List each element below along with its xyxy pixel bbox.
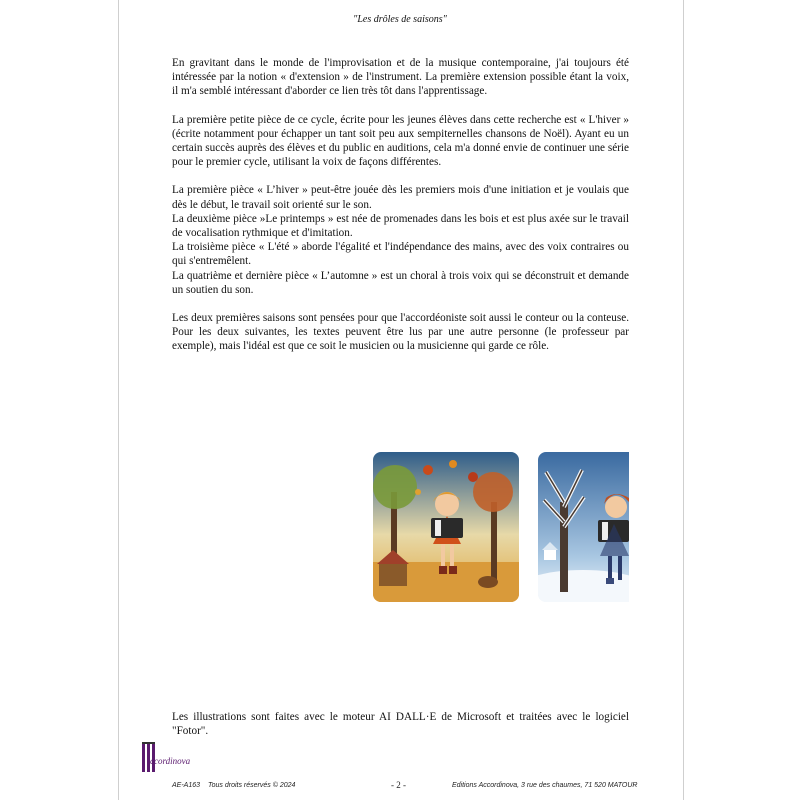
paragraph-piece-4: La quatrième et dernière pièce « L’automne » est un choral à trois voix qui se déconstruit et demande un soutien du son. [172, 269, 629, 296]
page-header-title: "Les drôles de saisons" [353, 14, 447, 25]
logo-wordmark: ccordinova [150, 756, 191, 766]
illustration-credits: Les illustrations sont faites avec le moteur AI DALL·E de Microsoft et traitées avec le logiciel "Fotor". [172, 711, 629, 738]
paragraph-hiver: La première petite pièce de ce cycle, écrite pour les jeunes élèves dans cette recherche est « L'hiver » (écrite notamment pour échapper un tant soit peu aux sempiternelles chansons de Noël). Ayant eu un certain succès auprès des élèves et du public en auditions, cela m'a donné envie de continuer une série pour le premier cycle, utilisant la voix de façons différentes. [172, 113, 629, 169]
autumn-illustration [373, 452, 519, 602]
footer-publisher: Editions Accordinova, 3 rue des chaumes, 71 520 MATOUR [452, 782, 638, 789]
paragraph-piece-3: La troisième pièce « L'été » aborde l'égalité et l'indépendance des mains, avec des voix contraires ou qui s'entremêlent. [172, 241, 629, 268]
page-number: - 2 - [391, 780, 406, 790]
accordinova-logo [140, 738, 210, 778]
paragraph-intro: En gravitant dans le monde de l'improvisation et de la musique contemporaine, j'ai toujours été intéressée par la notion « d'extension » de l'instrument. La première extension possible étant la voix, il m'a semblé intéressant d'aborder ce lien très tôt dans l'apprentissage. [172, 57, 629, 98]
winter-illustration [538, 452, 629, 602]
paragraph-piece-2: La deuxième pièce »Le printemps » est née de promenades dans les bois et est plus axée sur le travail de vocalisation rythmique et d'imitation. [172, 212, 629, 240]
footer-ref: AE-A163 [172, 782, 201, 789]
body-text [172, 56, 629, 368]
paragraph-conteur: Les deux premières saisons sont pensées pour que l'accordéoniste soit aussi le conteur ou la conteuse. Pour les deux suivantes, les textes peuvent être lus par une autre personne (le professeur par exemple), mais l'idéal est que ce soit le musicien ou la musicienne qui garde ce rôle. [172, 312, 629, 353]
paragraph-piece-1: La première pièce « L’hiver » peut-être jouée dès les premiers mois d'une initiation et je voulais que dès le début, le travail soit orienté sur le son. [172, 184, 629, 211]
footer-rights: Tous droits réservés © 2024 [208, 782, 296, 789]
